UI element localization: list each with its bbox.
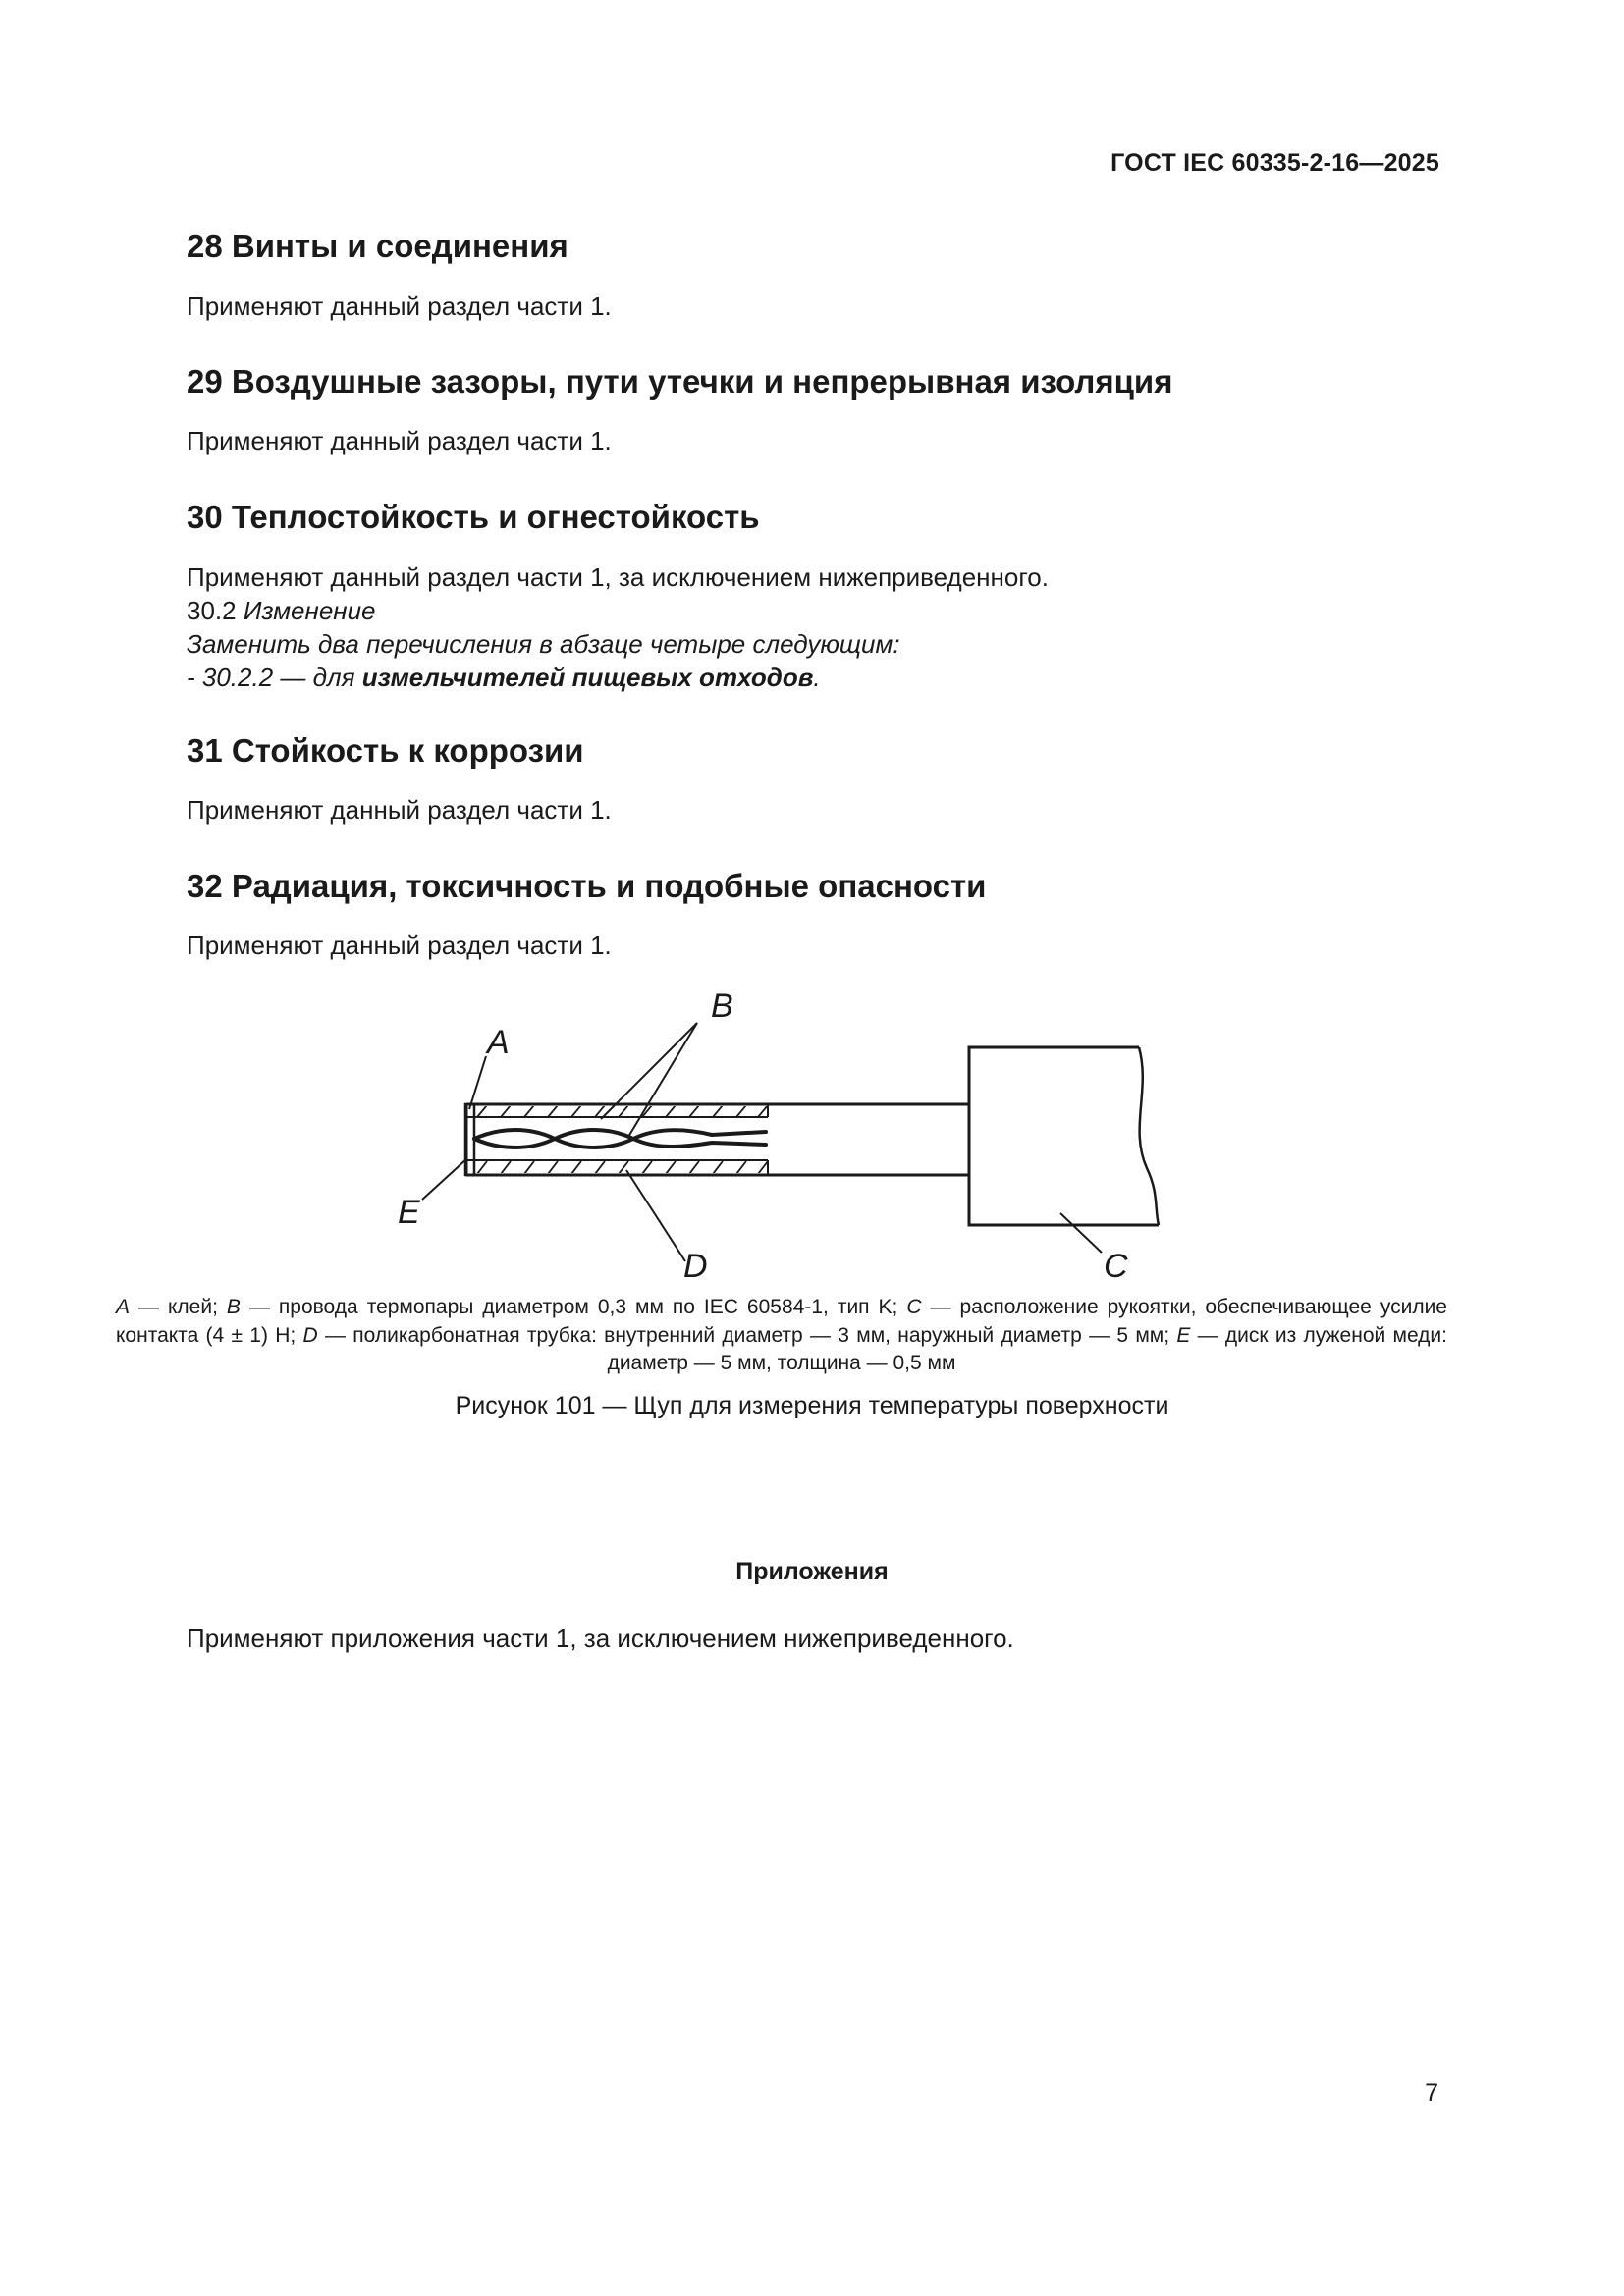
annex-body: Применяют приложения части 1, за исключением нижеприведенного. bbox=[187, 1624, 1014, 1653]
subsection-number: 30.2 bbox=[187, 596, 237, 625]
tube-wall-hatch-bottom bbox=[477, 1161, 768, 1174]
legend-text-c: — расположение рукоятки, обеспечивающее усилие контакта (4 ± 1) Н; bbox=[116, 1296, 1447, 1347]
section-32-heading: 32 Радиация, токсичность и подобные опасности bbox=[187, 868, 987, 904]
leader-d bbox=[626, 1170, 685, 1261]
legend-key-c: C bbox=[906, 1296, 922, 1318]
legend-text-b: — провода термопары диаметром 0,3 мм по IEC 60584-1, тип K; bbox=[240, 1296, 907, 1318]
amendment-item-suffix: . bbox=[813, 663, 821, 692]
section-28-body: Применяют данный раздел части 1. bbox=[187, 292, 612, 321]
label-c: C bbox=[1104, 1248, 1128, 1285]
legend-key-e: E bbox=[1176, 1323, 1191, 1347]
section-31-body: Применяют данный раздел части 1. bbox=[187, 795, 612, 825]
thermocouple-wires bbox=[474, 1130, 766, 1148]
handle-break-line bbox=[1139, 1047, 1159, 1225]
amendment-instruction: Заменить два перечисления в абзаце четыре следующим: bbox=[187, 629, 900, 659]
handle-outline bbox=[969, 1047, 1159, 1225]
section-29-heading: 29 Воздушные зазоры, пути утечки и непрерывная изоляция bbox=[187, 363, 1173, 400]
leader-e bbox=[422, 1158, 467, 1200]
amendment-item-term: измельчителей пищевых отходов bbox=[361, 663, 814, 692]
figure-caption: Рисунок 101 — Щуп для измерения температуры поверхности bbox=[455, 1392, 1169, 1419]
section-30-body: Применяют данный раздел части 1, за исключением нижеприведенного. bbox=[187, 562, 1049, 592]
annex-title: Приложения bbox=[735, 1558, 889, 1585]
legend-text-d: — поликарбонатная трубка: внутренний диаметр — 3 мм, наружный диаметр — 5 мм; bbox=[317, 1323, 1177, 1347]
section-32-body: Применяют данный раздел части 1. bbox=[187, 931, 612, 960]
section-31-heading: 31 Стойкость к коррозии bbox=[187, 732, 584, 769]
leader-b-right bbox=[628, 1023, 697, 1137]
section-30-heading: 30 Теплостойкость и огнестойкость bbox=[187, 499, 760, 535]
label-d: D bbox=[683, 1248, 708, 1285]
leader-c bbox=[1060, 1213, 1102, 1253]
label-a: A bbox=[487, 1024, 510, 1061]
figure-legend bbox=[116, 1294, 1447, 1378]
legend-key-b: B bbox=[226, 1296, 241, 1318]
label-e: E bbox=[398, 1194, 420, 1231]
legend-key-d: D bbox=[302, 1323, 318, 1347]
legend-text-e: — диск из луженой меди: диаметр — 5 мм, толщина — 0,5 мм bbox=[607, 1323, 1447, 1374]
amendment-label: Изменение bbox=[243, 596, 376, 625]
legend-text-a: — клей; bbox=[130, 1296, 227, 1318]
legend-key-a: A bbox=[116, 1296, 131, 1318]
section-29-body: Применяют данный раздел части 1. bbox=[187, 426, 612, 455]
section-28-heading: 28 Винты и соединения bbox=[187, 228, 568, 264]
leader-a bbox=[469, 1056, 486, 1109]
amendment-item-prefix: - 30.2.2 — для bbox=[187, 663, 362, 692]
document-code: ГОСТ IEC 60335-2-16—2025 bbox=[1110, 149, 1439, 177]
label-b: B bbox=[711, 988, 733, 1025]
page-number: 7 bbox=[1425, 2079, 1438, 2107]
tube-wall-hatch-top bbox=[477, 1105, 768, 1117]
